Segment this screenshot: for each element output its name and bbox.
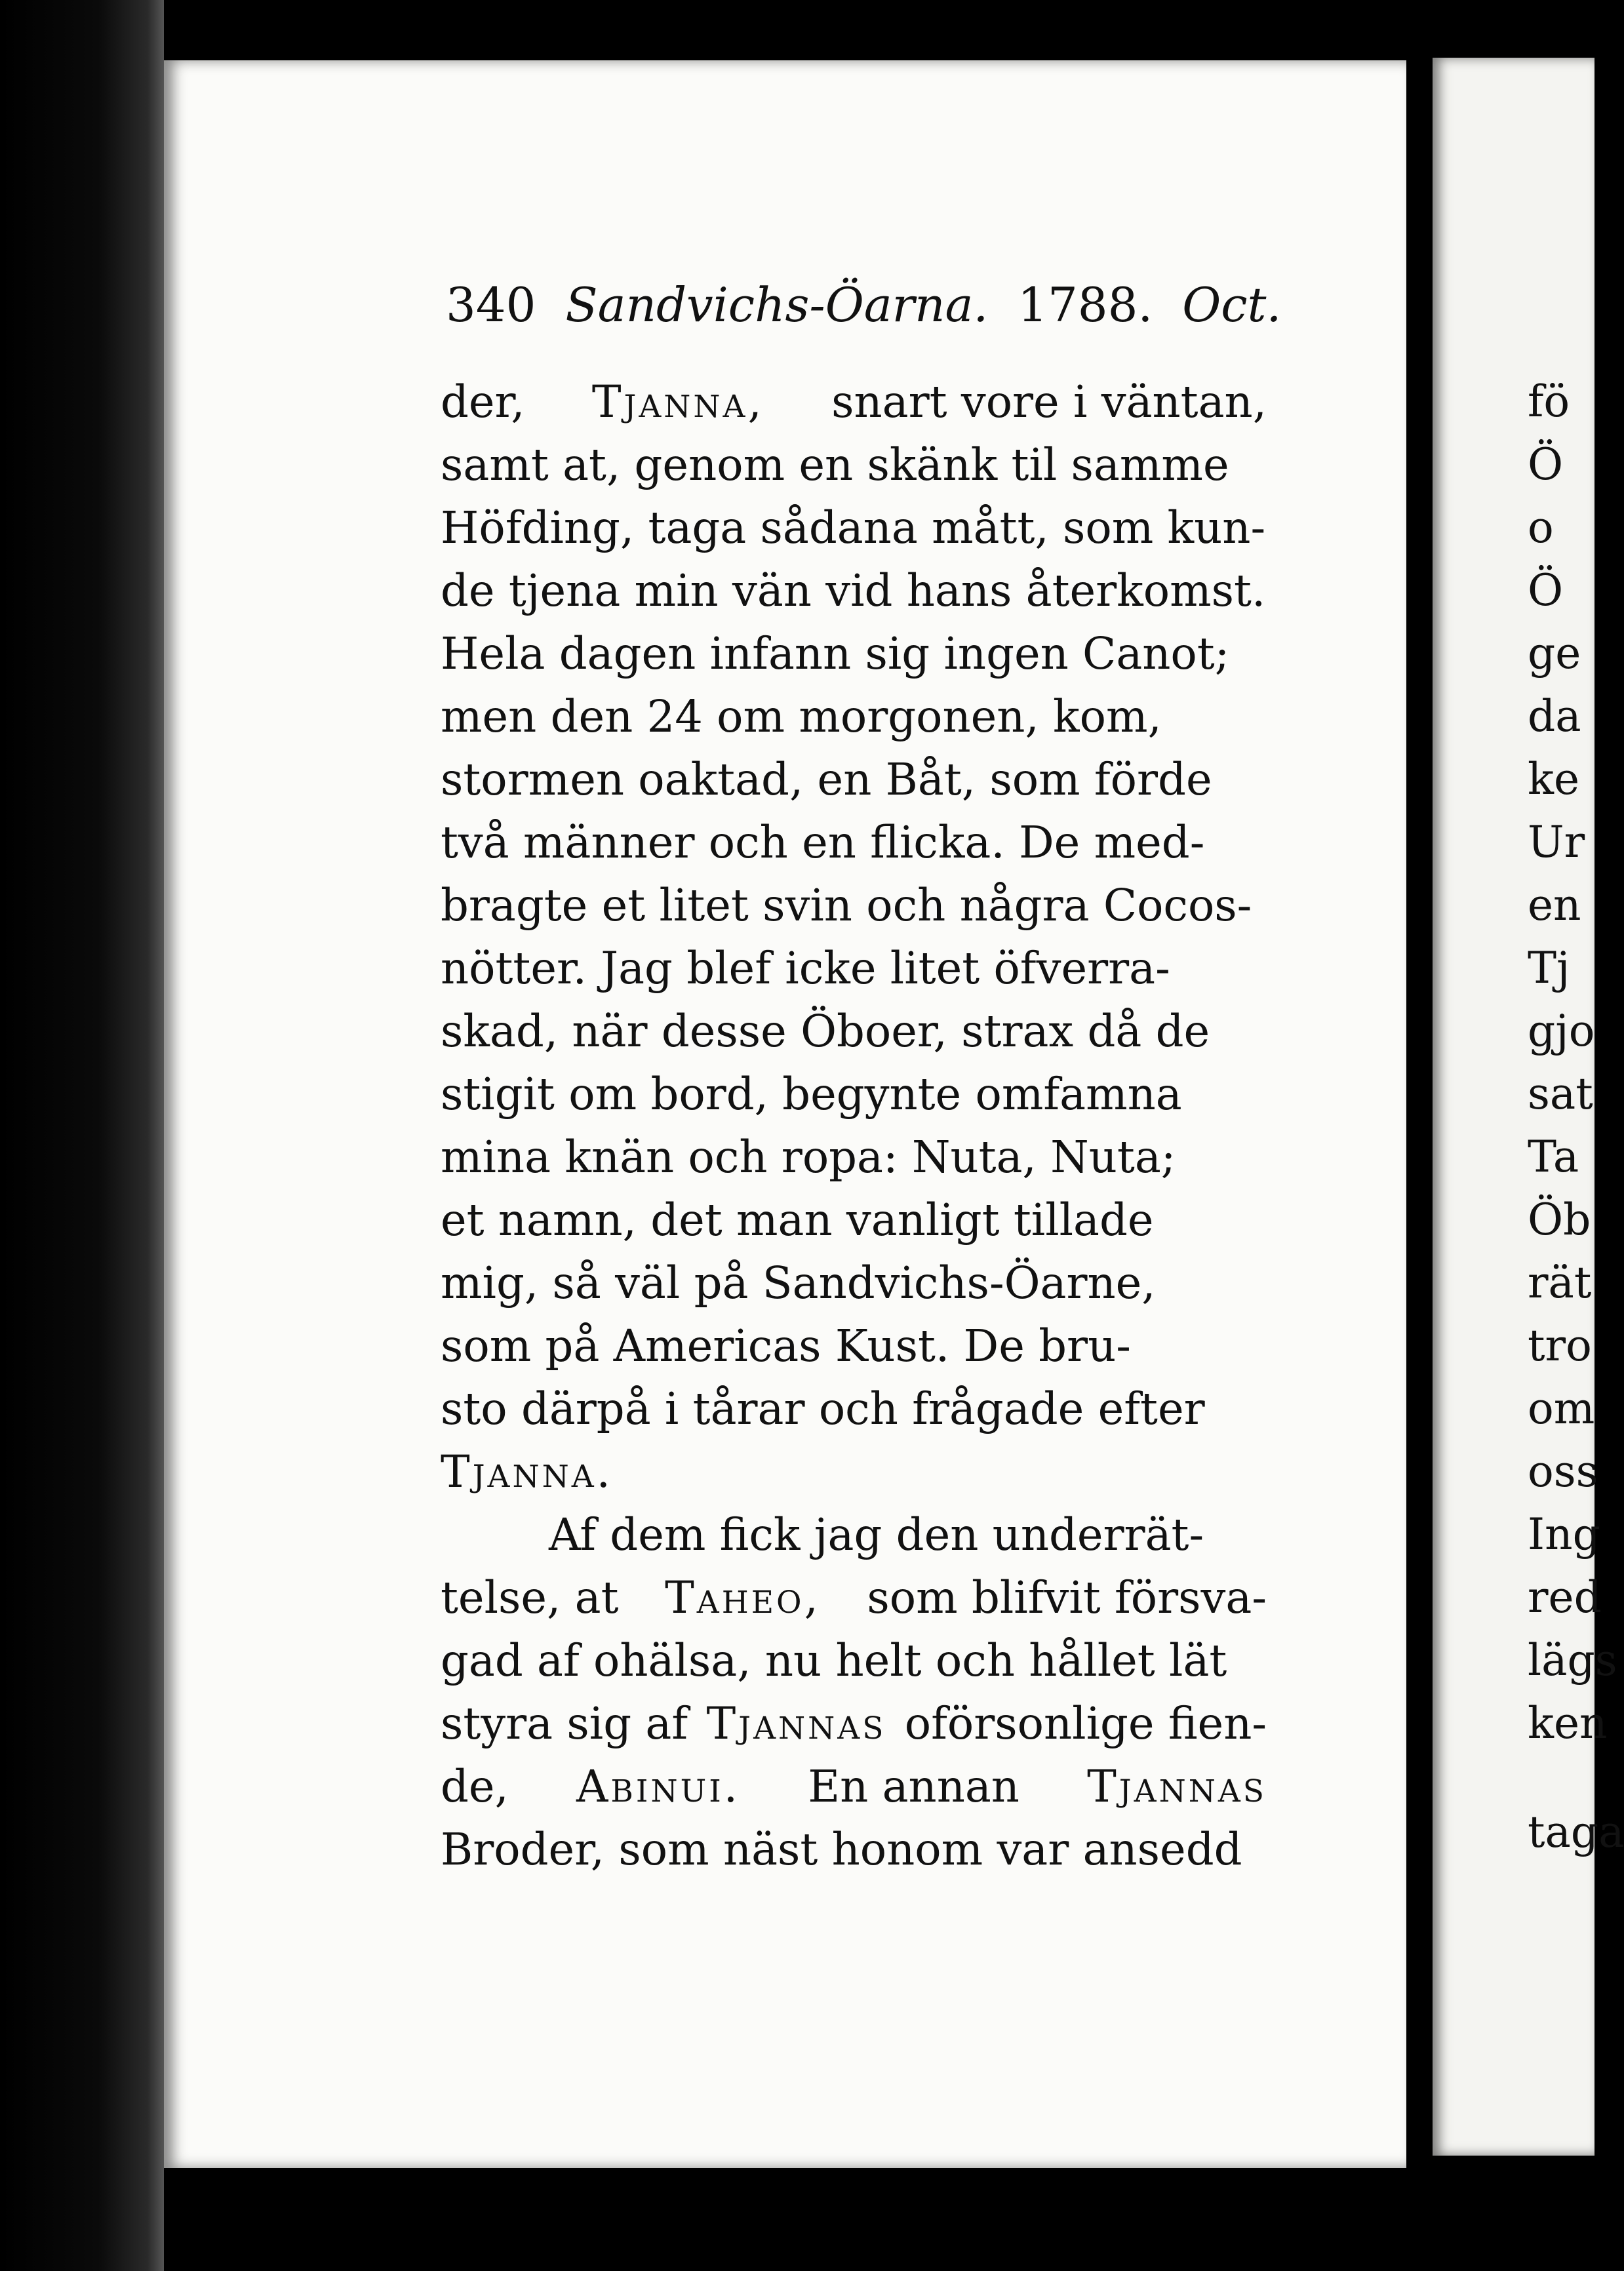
- fragment: Ing: [1528, 1509, 1600, 1560]
- text-line: stigit om bord, begynte omfamna: [441, 1069, 1182, 1120]
- fragment: fö: [1528, 376, 1570, 427]
- text-line: Höfding, taga sådana mått, som kun-: [441, 502, 1266, 553]
- fragment: Ta: [1528, 1132, 1579, 1182]
- fragment: rät: [1528, 1257, 1592, 1308]
- fragment: o: [1528, 502, 1554, 553]
- text-line: et namn, det man vanligt tillade: [441, 1195, 1154, 1246]
- fragment: ken: [1528, 1698, 1608, 1748]
- header-month: Oct.: [1182, 277, 1282, 332]
- text-line: Tjanna.: [441, 1446, 613, 1497]
- fragment: oss: [1528, 1446, 1598, 1497]
- book-gutter: [1406, 0, 1433, 2271]
- fragment: en: [1528, 880, 1581, 930]
- text-line: telse, at Taheo, som blifvit försva-: [441, 1572, 1267, 1623]
- text-line: stormen oaktad, en Båt, som förde: [441, 754, 1212, 805]
- fragment: sat: [1528, 1069, 1593, 1119]
- body-text: [441, 370, 1267, 1881]
- fragment: Ö: [1528, 439, 1564, 490]
- running-title: Sandvichs-Öarna.: [565, 277, 989, 332]
- text-line: men den 24 om morgonen, kom,: [441, 691, 1162, 742]
- fragment: lägs: [1528, 1635, 1617, 1686]
- fragment: om: [1528, 1383, 1595, 1434]
- text-line: nötter. Jag blef icke litet öfverra-: [441, 943, 1170, 994]
- text-line: som på Americas Kust. De bru-: [441, 1320, 1131, 1372]
- text-line: skad, när desse Öboer, strax då de: [441, 1006, 1210, 1057]
- fragment: Ur: [1528, 817, 1585, 867]
- text-line: gad af ohälsa, nu helt och hållet lät: [441, 1635, 1227, 1686]
- text-line: styra sig af Tjannas oförsonlige fien-: [441, 1698, 1267, 1749]
- text-line: de tjena min vän vid hans återkomst.: [441, 565, 1266, 616]
- fragment: da: [1528, 691, 1581, 741]
- paragraph-start-line: Af dem fick jag den underrät-: [549, 1509, 1204, 1560]
- page-number: 340: [446, 277, 536, 332]
- text-line: sto därpå i tårar och frågade efter: [441, 1383, 1205, 1434]
- book-left-edge: [0, 0, 164, 2271]
- text-line: Hela dagen infann sig ingen Canot;: [441, 628, 1230, 679]
- text-line: mig, så väl på Sandvichs-Öarne,: [441, 1257, 1156, 1309]
- right-page-text-fragments: [1528, 370, 1624, 1864]
- fragment: ke: [1528, 754, 1580, 804]
- running-header: [446, 269, 1282, 341]
- fragment: Ö: [1528, 565, 1564, 616]
- text-line: samt at, genom en skänk til samme: [441, 439, 1229, 490]
- text-line: bragte et litet svin och några Cocos-: [441, 880, 1252, 931]
- fragment: ge: [1528, 628, 1581, 679]
- text-line: två männer och en flicka. De med-: [441, 817, 1205, 868]
- fragment: gjo: [1528, 1006, 1595, 1056]
- fragment: Tj: [1528, 943, 1570, 993]
- fragment: taga: [1528, 1807, 1624, 1857]
- text-line: der, Tjanna, snart vore i väntan,: [441, 376, 1267, 427]
- fragment: Öb: [1528, 1195, 1591, 1245]
- text-line: mina knän och ropa: Nuta, Nuta;: [441, 1132, 1176, 1183]
- fragment: tro: [1528, 1320, 1592, 1371]
- fragment: red: [1528, 1572, 1602, 1623]
- text-line: de, Abinui. En annan Tjannas: [441, 1761, 1267, 1812]
- text-line: Broder, som näst honom var ansedd: [441, 1824, 1242, 1875]
- header-year: 1788.: [1018, 277, 1153, 332]
